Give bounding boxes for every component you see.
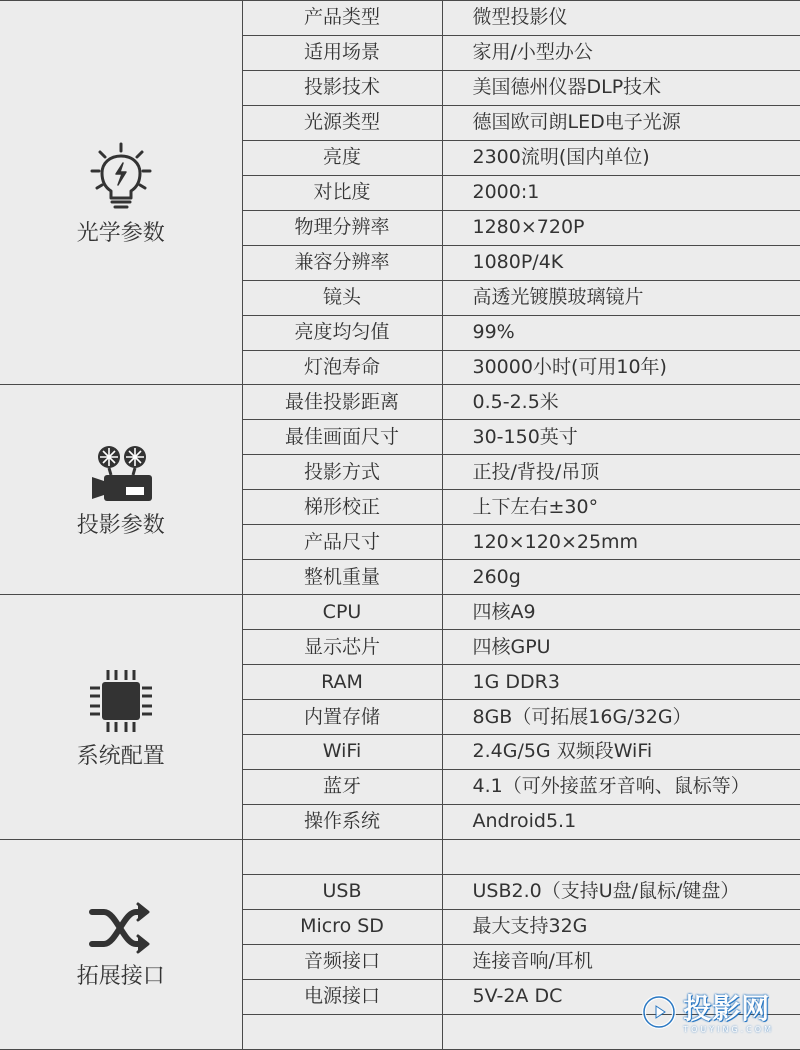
- spec-name: 整机重量: [242, 560, 442, 595]
- spec-name: USB: [242, 874, 442, 909]
- shuffle-icon: [86, 900, 156, 956]
- category-label: 投影参数: [76, 512, 165, 538]
- spec-name: 产品类型: [242, 1, 442, 36]
- watermark-logo-icon: [639, 992, 679, 1036]
- category-cell: [0, 839, 242, 1049]
- spec-name: RAM: [242, 665, 442, 700]
- spec-value: 正投/背投/吊顶: [442, 455, 800, 490]
- spec-row: [0, 839, 800, 874]
- spec-value: 1G DDR3: [442, 665, 800, 700]
- spec-value: 120×120×25mm: [442, 525, 800, 560]
- watermark: [639, 992, 774, 1036]
- spec-name: 蓝牙: [242, 769, 442, 804]
- spec-value: 30-150英寸: [442, 420, 800, 455]
- category-cell: [0, 1, 242, 385]
- spec-value: USB2.0（支持U盘/鼠标/键盘）: [442, 874, 800, 909]
- spec-value: [442, 839, 800, 874]
- spec-name: 操作系统: [242, 804, 442, 839]
- spec-value: Android5.1: [442, 804, 800, 839]
- spec-value: 99%: [442, 315, 800, 350]
- spec-value: 微型投影仪: [442, 1, 800, 36]
- spec-value: 上下左右±30°: [442, 490, 800, 525]
- spec-value: 1280×720P: [442, 210, 800, 245]
- category-label: 拓展接口: [76, 964, 165, 990]
- category-label: 系统配置: [76, 744, 165, 770]
- spec-value: 最大支持32G: [442, 909, 800, 944]
- spec-name: Micro SD: [242, 909, 442, 944]
- spec-value: 0.5-2.5米: [442, 385, 800, 420]
- spec-name: WiFi: [242, 735, 442, 770]
- spec-value: 8GB（可拓展16G/32G）: [442, 700, 800, 735]
- spec-value: 高透光镀膜玻璃镜片: [442, 280, 800, 315]
- spec-value: 5V-2A DC: [442, 979, 800, 1014]
- spec-value: 4.1（可外接蓝牙音响、鼠标等）: [442, 769, 800, 804]
- spec-value: 美国德州仪器DLP技术: [442, 70, 800, 105]
- spec-value: 家用/小型办公: [442, 35, 800, 70]
- lightbulb-icon: [89, 141, 153, 213]
- spec-name: 最佳投影距离: [242, 385, 442, 420]
- spec-value: 连接音响/耳机: [442, 944, 800, 979]
- spec-name: 最佳画面尺寸: [242, 420, 442, 455]
- spec-value: 260g: [442, 560, 800, 595]
- spec-name: 投影技术: [242, 70, 442, 105]
- category-cell: [0, 595, 242, 840]
- spec-name: 适用场景: [242, 35, 442, 70]
- spec-name: 电源接口: [242, 979, 442, 1014]
- spec-name: 镜头: [242, 280, 442, 315]
- chip-icon: [86, 666, 156, 736]
- spec-value: 德国欧司朗LED电子光源: [442, 105, 800, 140]
- spec-value: 2300流明(国内单位): [442, 140, 800, 175]
- spec-name: [242, 839, 442, 874]
- spec-value: 2000:1: [442, 175, 800, 210]
- spec-row: [0, 595, 800, 630]
- spec-name: 灯泡寿命: [242, 350, 442, 385]
- spec-value: 30000小时(可用10年): [442, 350, 800, 385]
- spec-row: [0, 1, 800, 36]
- spec-name: 亮度均匀值: [242, 315, 442, 350]
- spec-name: 梯形校正: [242, 490, 442, 525]
- spec-value: 四核GPU: [442, 630, 800, 665]
- spec-name: 亮度: [242, 140, 442, 175]
- spec-name: 对比度: [242, 175, 442, 210]
- spec-value: 2.4G/5G 双频段WiFi: [442, 735, 800, 770]
- spec-name: [242, 1014, 442, 1049]
- spec-name: 内置存储: [242, 700, 442, 735]
- watermark-subtext: TOUYING.COM: [683, 1024, 774, 1034]
- category-label: 光学参数: [76, 220, 165, 246]
- spec-value: 1080P/4K: [442, 245, 800, 280]
- spec-name: 光源类型: [242, 105, 442, 140]
- watermark-text: 投影网: [683, 991, 771, 1025]
- spec-name: 物理分辨率: [242, 210, 442, 245]
- spec-name: 显示芯片: [242, 630, 442, 665]
- spec-name: 音频接口: [242, 944, 442, 979]
- spec-name: 兼容分辨率: [242, 245, 442, 280]
- category-cell: [0, 385, 242, 595]
- spec-name: CPU: [242, 595, 442, 630]
- spec-value: 四核A9: [442, 595, 800, 630]
- spec-row: [0, 385, 800, 420]
- projector-icon: [86, 443, 156, 505]
- spec-name: 产品尺寸: [242, 525, 442, 560]
- spec-name: 投影方式: [242, 455, 442, 490]
